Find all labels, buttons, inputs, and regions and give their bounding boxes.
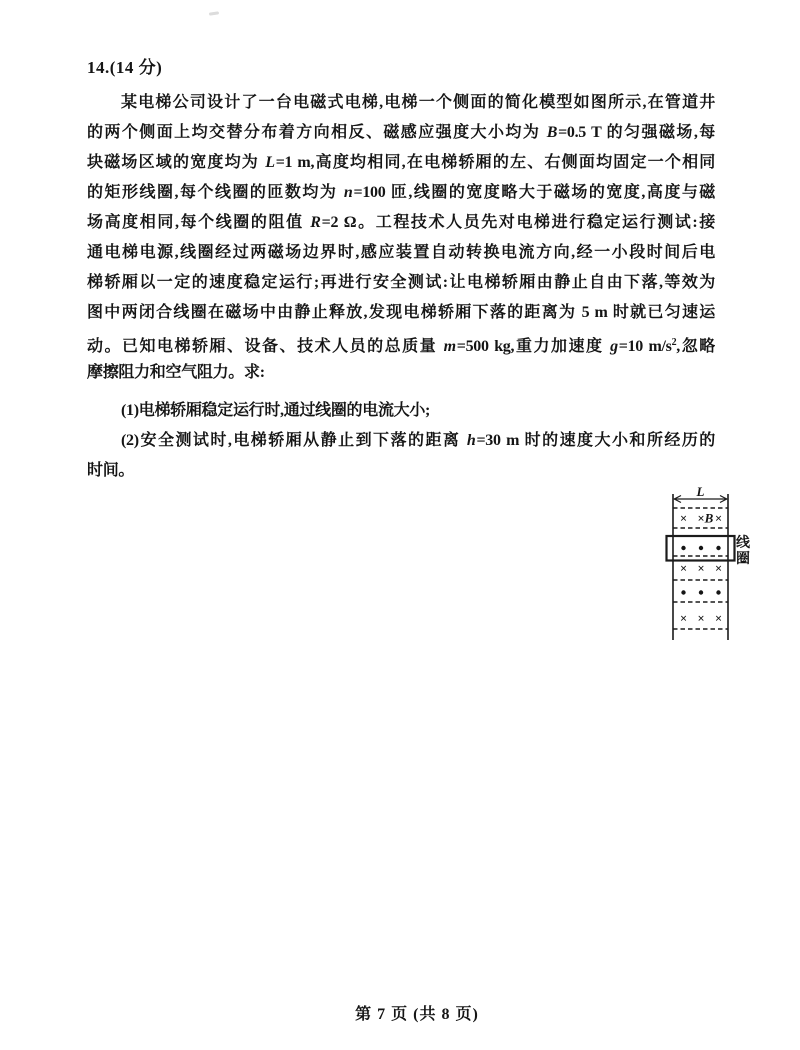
page-footer: 第 7 页 (共 8 页) (355, 1006, 479, 1023)
field-out-of-page-icon (699, 590, 703, 594)
field-into-page-icon: × (714, 561, 723, 576)
field-into-page-icon: × (679, 561, 688, 576)
text-line: 动。已知电梯轿厢、设备、技术人员的总质量 m=500 kg,重力加速度 g=10 $m/s^2$,忽略 (87, 337, 715, 355)
question-number: 14.(14 分) (87, 58, 163, 77)
scan-artifact (209, 11, 219, 15)
figure-field-label: B (704, 510, 714, 526)
figure-width-label: L (696, 484, 705, 499)
field-rows (680, 512, 722, 626)
field-into-page-icon: × (714, 511, 723, 526)
field-into-page-icon: × (697, 611, 705, 626)
field-into-page-icon: × (679, 511, 688, 526)
coil-label-bottom: 圈 (736, 552, 750, 567)
text-line: (2)安全测试时,电梯轿厢从静止到下落的距离 h=30 m 时的速度大小和所经历的 (121, 432, 715, 449)
text-line: 的矩形线圈,每个线圈的匝数均为 n=100 匝,线圈的宽度略大于磁场的宽度,高度与磁 (87, 184, 715, 201)
field-into-page-icon: × (697, 561, 705, 576)
text-line: (1)电梯轿厢稳定运行时,通过线圈的电流大小; (121, 402, 431, 419)
text-line: 块磁场区域的宽度均为 L=1 m,高度均相同,在电梯轿厢的左、右侧面均固定一个相同 (87, 154, 715, 171)
field-out-of-page-icon (716, 590, 720, 594)
elevator-field-figure (655, 484, 780, 644)
field-into-page-icon: × (714, 611, 723, 626)
text-line: 某电梯公司设计了一台电磁式电梯,电梯一个侧面的简化模型如图所示,在管道井 (121, 94, 715, 111)
problem-body (87, 88, 715, 486)
field-into-page-icon: × (679, 611, 688, 626)
text-line: 梯轿厢以一定的速度稳定运行;再进行安全测试:让电梯轿厢由静止自由下落,等效为 (87, 274, 715, 291)
field-into-page-icon: × (697, 511, 705, 526)
text-line: 场高度相同,每个线圈的阻值 R=2 Ω。工程技术人员先对电梯进行稳定运行测试:接 (87, 214, 715, 231)
field-out-of-page-icon (699, 546, 703, 550)
text-line: 时间。 (87, 462, 135, 479)
text-line: 图中两闭合线圈在磁场中由静止释放,发现电梯轿厢下落的距离为 5 m 时就已匀速运 (87, 304, 715, 321)
text-line: 通电梯电源,线圈经过两磁场边界时,感应装置自动转换电流方向,经一小段时间后电 (87, 244, 715, 261)
text-line: 的两个侧面上均交替分布着方向相反、磁感应强度大小均为 B=0.5 T 的匀强磁场,每 (87, 124, 715, 141)
field-out-of-page-icon (716, 546, 720, 550)
field-out-of-page-icon (681, 590, 685, 594)
field-out-of-page-icon (681, 546, 685, 550)
coil-label-top: 线 (736, 536, 750, 551)
text-line: 摩擦阻力和空气阻力。求: (87, 364, 265, 381)
